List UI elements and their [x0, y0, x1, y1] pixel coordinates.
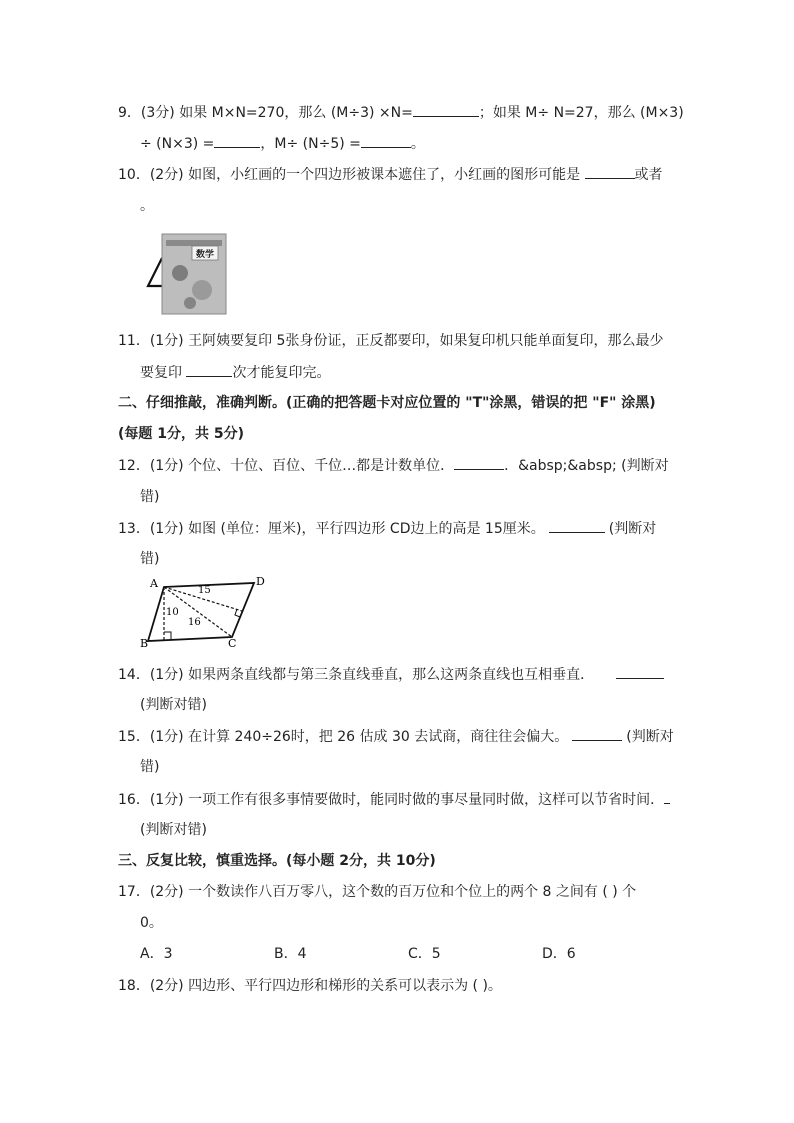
q14-text1: 14．(1分) 如果两条直线都与第三条直线垂直，那么这两条直线也互相垂直．: [118, 667, 595, 683]
q16-blank1[interactable]: [664, 789, 670, 804]
q11-text1: 11．(1分) 王阿姨要复印 5张身份证，正反都要印，如果复印机只能单面复印，那么最少: [118, 333, 664, 349]
q9-blank3[interactable]: [361, 133, 411, 148]
q15-text2: (判断对: [626, 729, 674, 745]
q9-blank1[interactable]: [413, 102, 479, 117]
question-12-line1: [118, 455, 669, 476]
q9-text2: ；如果 M÷ N=27，那么 (M×3): [478, 105, 684, 121]
question-15-line2: [140, 757, 159, 777]
label-a: A: [150, 577, 158, 590]
q10-text3: 。: [140, 198, 154, 214]
q12-blank1[interactable]: [454, 455, 504, 470]
q10-blank1[interactable]: [585, 164, 635, 179]
section3-title-text: 三、反复比较，慎重选择。(每小题 2分，共 10分): [118, 853, 436, 869]
label-16: 16: [188, 617, 201, 628]
q9-text3: ÷ (N×3) =: [140, 136, 215, 152]
option-a[interactable]: A．3: [140, 946, 173, 962]
book-image-blob: [184, 297, 196, 309]
book-stripe: [166, 240, 222, 246]
label-d: D: [256, 575, 265, 588]
question-12-line2: [140, 487, 159, 507]
option-d[interactable]: D．6: [542, 946, 576, 962]
q12-text3: 错): [140, 489, 160, 505]
textbook-cover-figure: [140, 228, 230, 318]
q17-text2: 0。: [140, 915, 163, 931]
question-16-line1: [118, 789, 670, 810]
question-16-line2: [140, 820, 207, 840]
section-2-subtitle: [118, 424, 244, 444]
question-18-line1: [118, 976, 502, 996]
option-b[interactable]: B．4: [274, 946, 307, 962]
q13-text3: 错): [140, 551, 160, 567]
q9-text5: 。: [410, 136, 425, 152]
q18-text1: 18．(2分) 四边形、平行四边形和梯形的关系可以表示为 ( )。: [118, 978, 502, 994]
question-11-line1: [118, 331, 663, 351]
question-13-line1: [118, 518, 656, 539]
q12-text1: 12．(1分) 个位、十位、百位、千位…都是计数单位．: [118, 458, 455, 474]
q17-text1: 17．(2分) 一个数读作八百万零八，这个数的百万位和个位上的两个 8 之间有 ( ) 个: [118, 884, 637, 900]
parallelogram-figure: [140, 575, 280, 647]
q15-blank1[interactable]: [572, 726, 622, 741]
label-10: 10: [166, 607, 179, 618]
q13-text2: (判断对: [608, 521, 657, 537]
question-10-line1: [118, 164, 663, 185]
question-10-line2: [140, 196, 154, 216]
question-14-line2: [140, 695, 207, 715]
label-b: B: [140, 637, 149, 647]
q10-text1: 10．(2分) 如图，小红画的一个四边形被课本遮住了，小红画的图形可能是: [118, 167, 585, 183]
q14-text2: (判断对错): [140, 697, 207, 713]
label-c: C: [228, 637, 237, 647]
section-2-title: [118, 393, 656, 413]
q14-blank1[interactable]: [616, 664, 664, 679]
q9-text1: 9．(3分) 如果 M×N=270，那么 (M÷3) ×N=: [118, 105, 413, 121]
q11-text3: 次才能复印完。: [232, 365, 331, 381]
q9-blank2[interactable]: [214, 133, 260, 148]
question-15-line1: [118, 726, 674, 747]
question-17-line1: [118, 882, 636, 902]
label-15: 15: [198, 585, 211, 596]
q12-text2: ．&absp;&absp; (判断对: [504, 458, 669, 474]
question-9-line2: [140, 133, 425, 154]
question-13-line2: [140, 549, 159, 569]
section2-subtitle-text: (每题 1分，共 5分): [118, 426, 245, 442]
section2-title-text: 二、仔细推敲，准确判断。(正确的把答题卡对应位置的 "T"涂黑，错误的把 "F" 涂黑): [118, 395, 656, 411]
question-17-line2: [140, 913, 163, 933]
q10-text2: 或者: [634, 167, 663, 183]
q11-blank1[interactable]: [186, 362, 232, 377]
q15-text3: 错): [140, 759, 160, 775]
q13-text1: 13．(1分) 如图 (单位：厘米)，平行四边形 CD边上的高是 15厘米。: [118, 521, 545, 537]
q16-text1: 16．(1分) 一项工作有很多事情要做时，能同时做的事尽量同时做，这样可以节省时间．: [118, 792, 665, 808]
option-c[interactable]: C．5: [408, 946, 441, 962]
q11-text2: 要复印: [140, 365, 187, 381]
q16-text2: (判断对错): [140, 822, 207, 838]
question-11-line2: [140, 362, 330, 383]
book-title: 数学: [195, 250, 215, 260]
q13-blank1[interactable]: [549, 518, 605, 533]
right-angle-mark-bottom: [164, 632, 171, 640]
q15-text1: 15．(1分) 在计算 240÷26时，把 26 估成 30 去试商，商往往会偏大。: [118, 729, 569, 745]
q9-text4: ，M÷ (N÷5) =: [260, 136, 361, 152]
section-3-title: [118, 851, 436, 871]
question-14-line1: [118, 664, 664, 685]
book-image-blob: [192, 280, 212, 300]
question-9-line1: [118, 102, 684, 123]
question-17-options: [140, 944, 676, 964]
book-image-blob: [172, 265, 188, 281]
